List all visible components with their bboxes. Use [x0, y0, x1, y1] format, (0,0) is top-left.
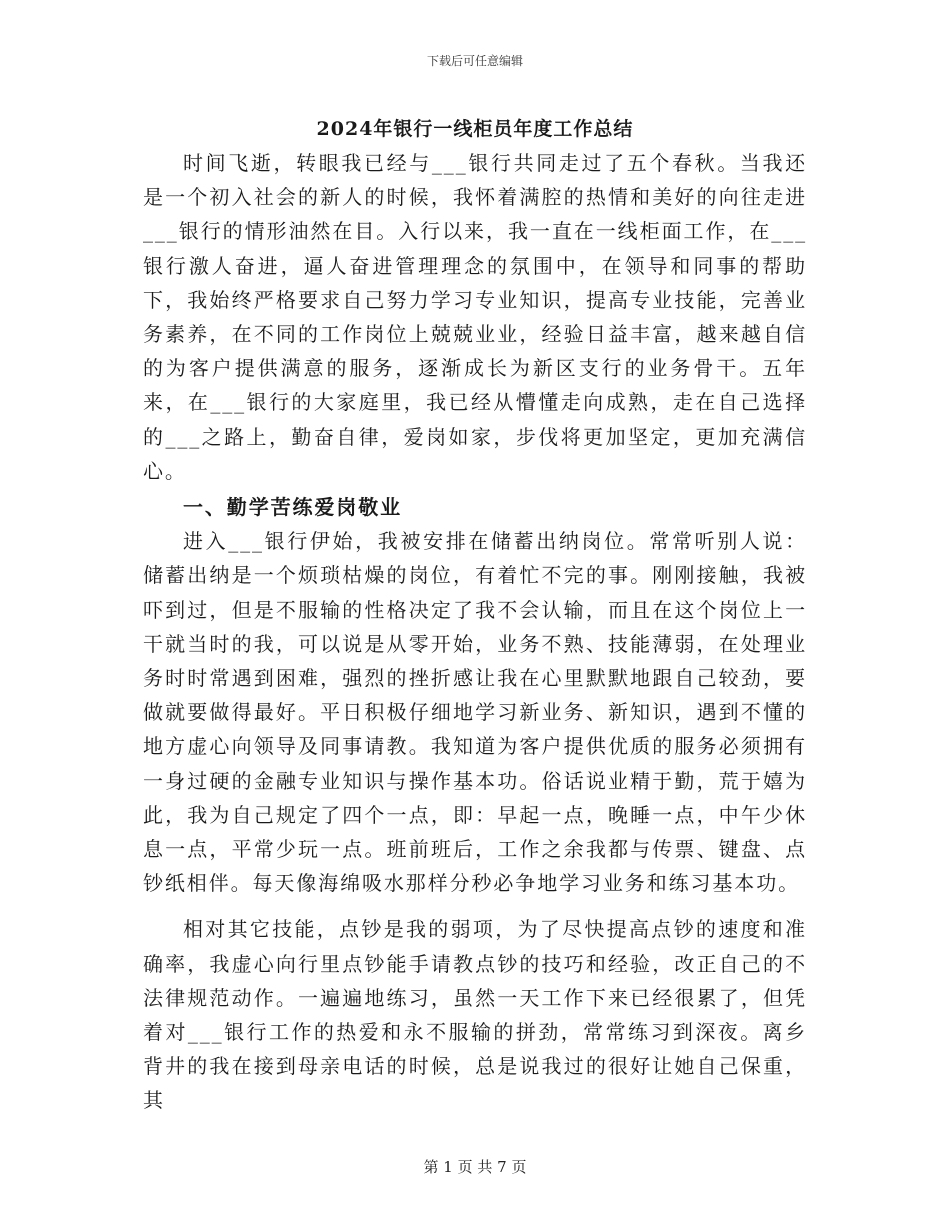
section-paragraph: 相对其它技能，点钞是我的弱项，为了尽快提高点钞的速度和准确率，我虚心向行里点钞能手请教点钞的技巧和经验，改正自己的不法律规范动作。一遍遍地练习，虽然一天工作下来已经很累了，但凭着对___银行工作的热爱和永不服输的拼劲，常常练习到深夜。离乡背井的我在接到母亲电话的时候，总是说我过的很好让她自己保重，其: [143, 917, 807, 1113]
page-number: 第 1 页 共 7 页: [423, 1158, 527, 1176]
document-body: [143, 146, 807, 1118]
header-note: 下载后可任意编辑: [426, 54, 523, 68]
page-title: 2024年银行一线柜员年度工作总结: [316, 118, 634, 140]
intro-paragraph: 时间飞逝，转眼我已经与___银行共同走过了五个春秋。当我还是一个初入社会的新人的时候，我怀着满腔的热情和美好的向往走进___银行的情形油然在目。入行以来，我一直在一线柜面工作，在___银行激人奋进，逼人奋进管理理念的氛围中，在领导和同事的帮助下，我始终严格要求自己努力学习专业知识，提高专业技能，完善业务素养，在不同的工作岗位上兢兢业业，经验日益丰富，越来越自信的为客户提供满意的服务，逐渐成长为新区支行的业务骨干。五年来，在___银行的大家庭里，我已经从懵懂走向成熟，走在自己选择的___之路上，勤奋自律，爱岗如家，步伐将更加坚定，更加充满信心。: [143, 151, 807, 483]
section-heading: 一、勤学苦练爱岗敬业: [183, 495, 402, 520]
section-paragraph: 进入___银行伊始，我被安排在储蓄出纳岗位。常常听别人说：储蓄出纳是一个烦琐枯燥的岗位，有着忙不完的事。刚刚接触，我被吓到过，但是不服输的性格决定了我不会认输，而且在这个岗位上一干就当时的我，可以说是从零开始，业务不熟、技能薄弱，在处理业务时时常遇到困难，强烈的挫折感让我在心里默默地跟自己较劲，要做就要做得最好。平日积极仔细地学习新业务、新知识，遇到不懂的地方虚心向领导及同事请教。我知道为客户提供优质的服务必须拥有一身过硬的金融专业知识与操作基本功。俗话说业精于勤，荒于嬉为此，我为自己规定了四个一点，即：早起一点，晚睡一点，中午少休息一点，平常少玩一点。班前班后，工作之余我都与传票、键盘、点钞纸相伴。每天像海绵吸水那样分秒必争地学习业务和练习基本功。: [143, 529, 807, 896]
